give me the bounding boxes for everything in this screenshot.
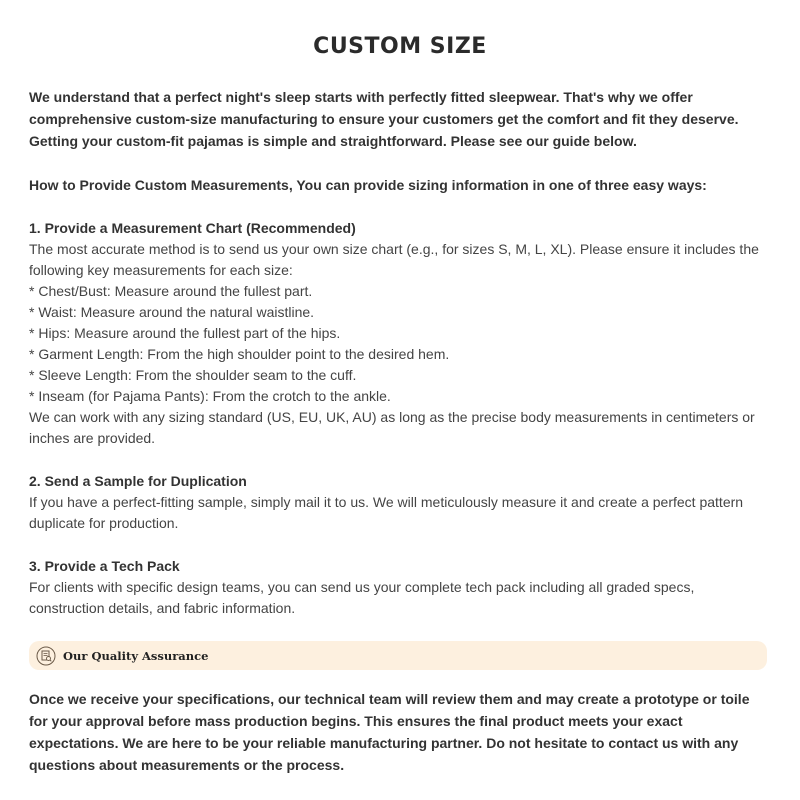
list-item: * Sleeve Length: From the shoulder seam to the cuff. [29,367,357,383]
outro-paragraph: Once we receive your specifications, our technical team will review them and may create a prototype or toile for your approval before mass production begins. This ensures the final product meets your exact expectations. We are here to be your reliable manufacturing partner. Do not hesitate to contact us with any questions about measurements or the process. [29,691,750,773]
section-heading: 3. Provide a Tech Pack [29,558,180,574]
section-heading: 2. Send a Sample for Duplication [29,473,247,489]
measurement-list [29,281,771,407]
section-tech-pack [29,556,771,619]
quality-assurance-banner [29,641,767,670]
section-measurement-chart [29,218,771,449]
section-body: For clients with specific design teams, you can send us your complete tech pack including all graded specs, construction details, and fabric information. [29,579,695,616]
section-send-sample [29,471,771,534]
intro-paragraph: We understand that a perfect night's sleep starts with perfectly fitted sleepwear. That's why we offer comprehensive custom-size manufacturing to ensure your customers get the comfort and fit they deserve. Getting your custom-fit pajamas is simple and straightforward. Please see our guide below. [29,89,739,149]
quality-assurance-label: Our Quality Assurance [63,648,209,663]
section-footer: We can work with any sizing standard (US, EU, UK, AU) as long as the precise body measurements in centimeters or inches are provided. [29,409,755,446]
section-body: The most accurate method is to send us your own size chart (e.g., for sizes S, M, L, XL). Please ensure it includes the following key measurements for each size: [29,241,759,278]
page-title: CUSTOM SIZE [313,34,487,59]
list-item: * Waist: Measure around the natural waistline. [29,304,315,320]
section-body: If you have a perfect-fitting sample, simply mail it to us. We will meticulously measure it and create a perfect pattern duplicate for production. [29,494,744,531]
list-item: * Inseam (for Pajama Pants): From the crotch to the ankle. [29,388,391,404]
howto-paragraph: How to Provide Custom Measurements, You can provide sizing information in one of three easy ways: [29,177,707,193]
list-item: * Chest/Bust: Measure around the fullest part. [29,283,313,299]
list-item: * Garment Length: From the high shoulder point to the desired hem. [29,346,450,362]
quality-document-icon [36,646,56,666]
list-item: * Hips: Measure around the fullest part of the hips. [29,325,341,341]
section-heading: 1. Provide a Measurement Chart (Recommended) [29,220,356,236]
